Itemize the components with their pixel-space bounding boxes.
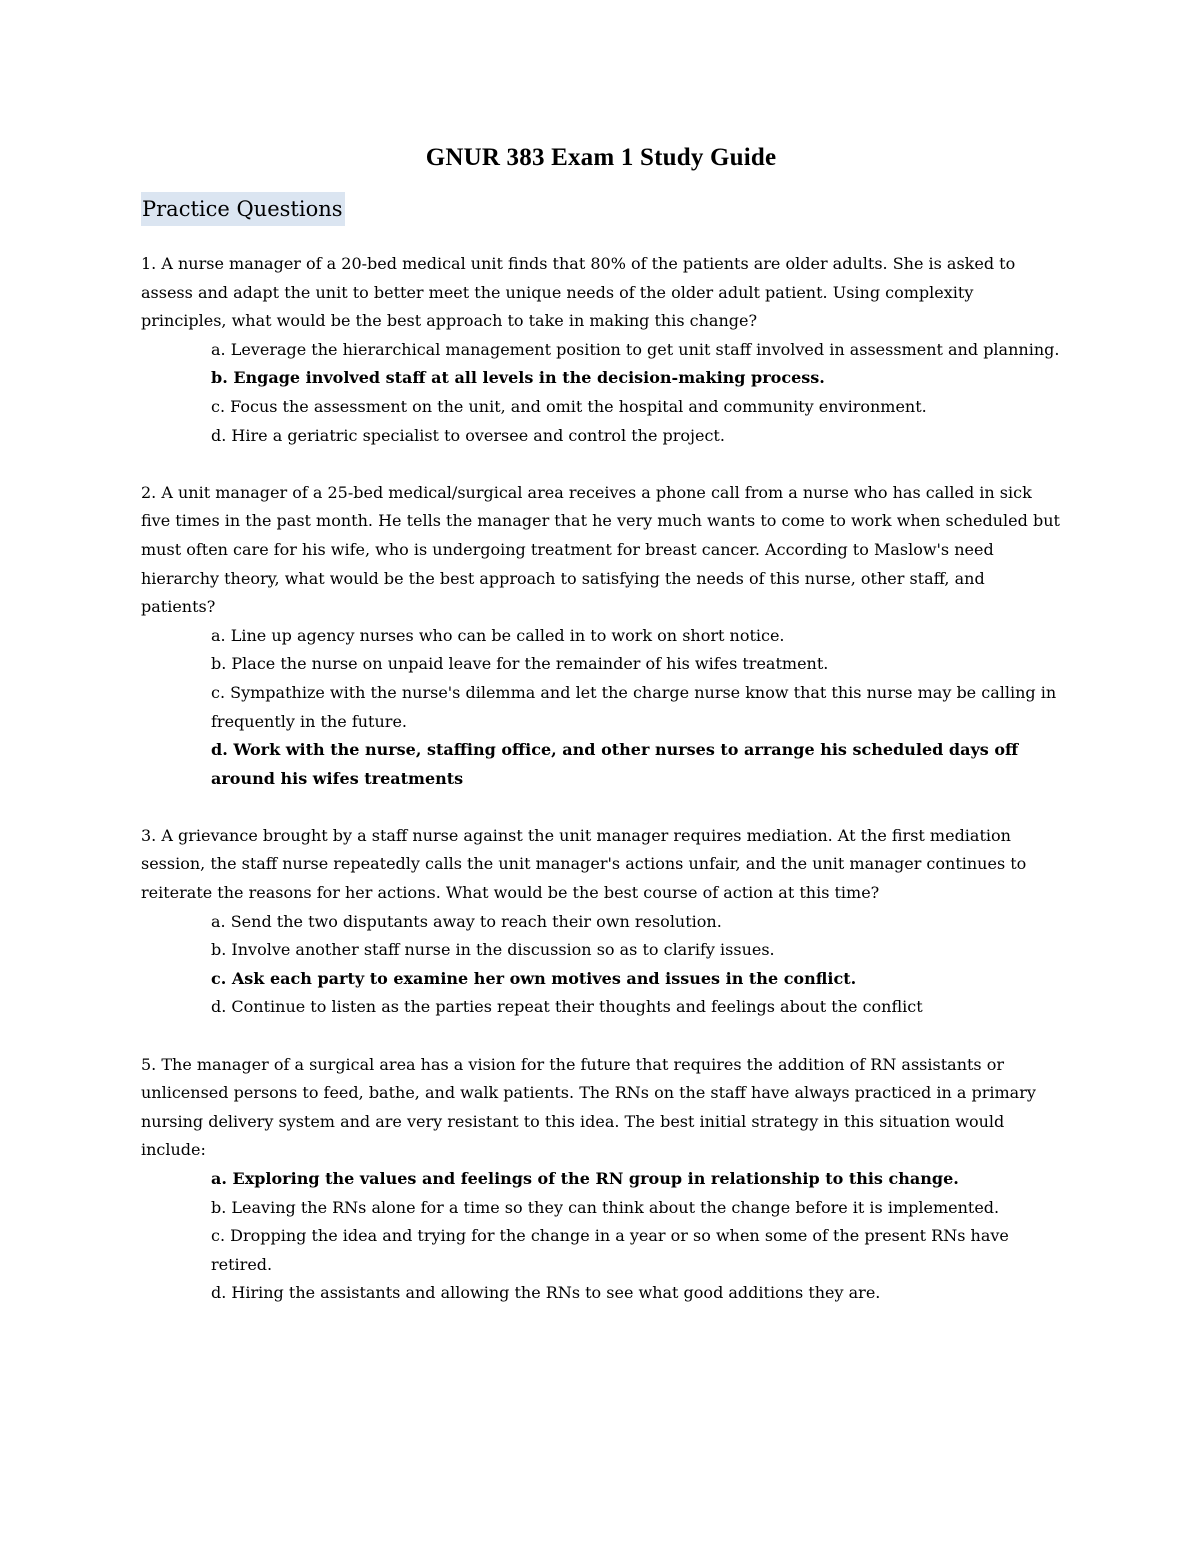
answer-option-c-correct: c. Ask each party to examine her own motives and issues in the conflict.	[211, 968, 857, 988]
answer-option-d: d. Hire a geriatric specialist to oversee and control the project.	[211, 425, 725, 445]
answer-option-b: b. Involve another staff nurse in the discussion so as to clarify issues.	[211, 940, 775, 960]
answer-options	[141, 336, 1061, 450]
question-stem: 2. A unit manager of a 25-bed medical/surgical area receives a phone call from a nurse who has called in sick five times in the past month. He tells the manager that he very much wants to come to work when scheduled but must often care for his wife, who is undergoing treatment for breast cancer. According to Maslow's need hierarchy theory, what would be the best approach to satisfying the needs of this nurse, other staff, and patients?	[141, 482, 1060, 617]
answer-option-b: b. Place the nurse on unpaid leave for the remainder of his wifes treatment.	[211, 654, 829, 674]
answer-options	[141, 908, 1061, 1022]
answer-option-a-correct: a. Exploring the values and feelings of the RN group in relationship to this change.	[211, 1169, 959, 1188]
question-1	[141, 250, 1061, 450]
answer-option-a: a. Line up agency nurses who can be called in to work on short notice.	[211, 625, 785, 645]
answer-option-c: c. Focus the assessment on the unit, and omit the hospital and community environment.	[211, 396, 927, 416]
document-page	[141, 140, 1061, 1337]
answer-options	[141, 622, 1061, 794]
question-stem: 1. A nurse manager of a 20-bed medical unit finds that 80% of the patients are older adults. She is asked to assess and adapt the unit to better meet the unique needs of the older adult patient. Using complexity principles, what would be the best approach to take in making this change?	[141, 254, 1016, 331]
answer-option-a: a. Send the two disputants away to reach their own resolution.	[211, 911, 722, 931]
answer-option-c: c. Dropping the idea and trying for the change in a year or so when some of the present RNs have retired.	[211, 1226, 1009, 1274]
answer-options	[141, 1165, 1061, 1308]
answer-option-d: d. Continue to listen as the parties repeat their thoughts and feelings about the conflict	[211, 997, 923, 1017]
answer-option-c: c. Sympathize with the nurse's dilemma and let the charge nurse know that this nurse may be calling in frequently in the future.	[211, 682, 1057, 731]
question-2	[141, 479, 1061, 794]
answer-option-d-correct: d. Work with the nurse, staffing office, and other nurses to arrange his scheduled days off around his wifes treatments	[211, 740, 1019, 788]
answer-option-a: a. Leverage the hierarchical management position to get unit staff involved in assessment and planning.	[211, 339, 1060, 359]
question-5	[141, 1051, 1061, 1308]
answer-option-b-correct: b. Engage involved staff at all levels in the decision-making process.	[211, 368, 825, 388]
question-stem: 5. The manager of a surgical area has a vision for the future that requires the addition of RN assistants or unlicensed persons to feed, bathe, and walk patients. The RNs on the staff have always practiced in a primary nursing delivery system and are very resistant to this idea. The best initial strategy in this situation would include:	[141, 1054, 1036, 1160]
section-heading-practice-questions: Practice Questions	[141, 192, 345, 226]
questions-list	[141, 250, 1061, 1308]
answer-option-b: b. Leaving the RNs alone for a time so they can think about the change before it is implemented.	[211, 1197, 1000, 1217]
question-3	[141, 822, 1061, 1022]
question-stem: 3. A grievance brought by a staff nurse against the unit manager requires mediation. At the first mediation session, the staff nurse repeatedly calls the unit manager's actions unfair, and the unit manager continues to reiterate the reasons for her actions. What would be the best course of action at this time?	[141, 825, 1027, 903]
document-title: GNUR 383 Exam 1 Study Guide	[425, 144, 777, 171]
answer-option-d: d. Hiring the assistants and allowing the RNs to see what good additions they are.	[211, 1283, 881, 1303]
